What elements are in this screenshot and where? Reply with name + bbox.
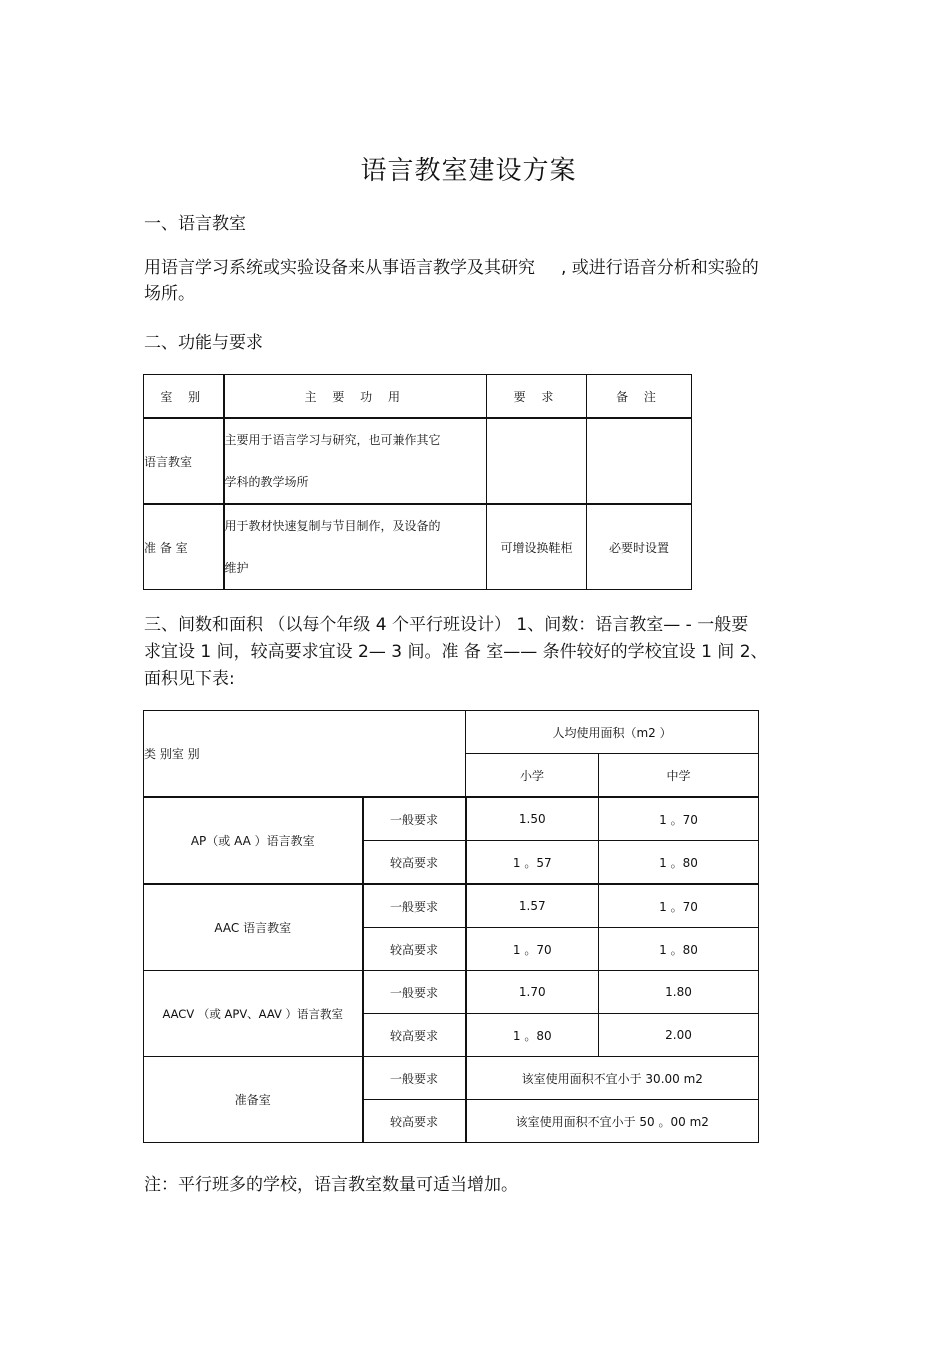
table-row bbox=[144, 418, 692, 504]
room-name: 准 备 室 bbox=[144, 504, 224, 590]
requirement-level: 一般要求 bbox=[363, 797, 466, 841]
function-table bbox=[143, 374, 692, 590]
function-line: 学科的教学场所 bbox=[224, 475, 309, 489]
room-requirement bbox=[487, 418, 587, 504]
col-header-requirement: 要 求 bbox=[487, 375, 587, 419]
primary-value: 1.57 bbox=[466, 884, 599, 928]
middle-value: 1.80 bbox=[599, 971, 759, 1014]
col-header-function: 主 要 功 用 bbox=[224, 375, 487, 419]
area-value: 该室使用面积不宜小于 50 。00 m2 bbox=[466, 1100, 759, 1143]
requirement-level: 一般要求 bbox=[363, 1057, 466, 1100]
section2-heading: 二、功能与要求 bbox=[144, 333, 263, 353]
corner-header: 类 别室 别 bbox=[144, 711, 466, 798]
col-header-note: 备 注 bbox=[587, 375, 692, 419]
middle-value: 1 。70 bbox=[599, 884, 759, 928]
area-header: 人均使用面积（m2 ） bbox=[466, 711, 759, 754]
section1-text-b: , 或进行语音分析和实验的 bbox=[561, 258, 759, 278]
middle-value: 1 。80 bbox=[599, 841, 759, 885]
area-table bbox=[143, 710, 759, 1143]
room-type: AP（或 AA ）语言教室 bbox=[144, 797, 363, 884]
section1-paragraph bbox=[144, 255, 816, 307]
room-note bbox=[587, 418, 692, 504]
requirement-level: 较高要求 bbox=[363, 928, 466, 971]
document-title: 语言教室建设方案 bbox=[360, 156, 577, 186]
room-type: AACV （或 APV、AAV ）语言教室 bbox=[144, 971, 363, 1057]
table-row bbox=[144, 884, 759, 928]
room-type: 准备室 bbox=[144, 1057, 363, 1143]
area-value: 该室使用面积不宜小于 30.00 m2 bbox=[466, 1057, 759, 1100]
function-line: 维护 bbox=[224, 561, 249, 575]
requirement-level: 较高要求 bbox=[363, 1100, 466, 1143]
col-header-room: 室 别 bbox=[144, 375, 224, 419]
middle-value: 1 。80 bbox=[599, 928, 759, 971]
room-type: AAC 语言教室 bbox=[144, 884, 363, 971]
section3-paragraph bbox=[144, 612, 816, 693]
requirement-level: 较高要求 bbox=[363, 1014, 466, 1057]
primary-value: 1 。57 bbox=[466, 841, 599, 885]
footnote: 注：平行班多的学校，语言教室数量可适当增加。 bbox=[144, 1175, 518, 1195]
primary-value: 1.70 bbox=[466, 971, 599, 1014]
section1-heading: 一、语言教室 bbox=[144, 214, 246, 234]
section1-text-a: 用语言学习系统或实验设备来从事语言教学及其研究 bbox=[144, 258, 535, 278]
room-function bbox=[224, 504, 487, 590]
table-row bbox=[144, 1057, 759, 1100]
requirement-level: 较高要求 bbox=[363, 841, 466, 885]
table-row bbox=[144, 971, 759, 1014]
middle-value: 1 。70 bbox=[599, 797, 759, 841]
room-note: 必要时设置 bbox=[587, 504, 692, 590]
function-line: 主要用于语言学习与研究，也可兼作其它 bbox=[224, 433, 441, 447]
middle-value: 2.00 bbox=[599, 1014, 759, 1057]
requirement-level: 一般要求 bbox=[363, 884, 466, 928]
room-requirement: 可增设换鞋柜 bbox=[487, 504, 587, 590]
table-row bbox=[144, 797, 759, 841]
section1-text-c: 场所。 bbox=[144, 284, 195, 304]
room-function bbox=[224, 418, 487, 504]
room-name: 语言教室 bbox=[144, 418, 224, 504]
section3-line: 面积见下表: bbox=[144, 669, 235, 689]
primary-header: 小学 bbox=[466, 754, 599, 798]
primary-value: 1 。70 bbox=[466, 928, 599, 971]
table-row bbox=[144, 504, 692, 590]
requirement-level: 一般要求 bbox=[363, 971, 466, 1014]
function-line: 用于教材快速复制与节目制作，及设备的 bbox=[224, 519, 441, 533]
primary-value: 1 。80 bbox=[466, 1014, 599, 1057]
section3-line: 求宜设 1 间，较高要求宜设 2— 3 间。准 备 室—— 条件较好的学校宜设 1 间 2、 bbox=[144, 642, 768, 662]
section3-line: 三、间数和面积 （以每个年级 4 个平行班设计） 1、间数：语言教室— - 一般要 bbox=[144, 615, 749, 635]
primary-value: 1.50 bbox=[466, 797, 599, 841]
middle-header: 中学 bbox=[599, 754, 759, 798]
